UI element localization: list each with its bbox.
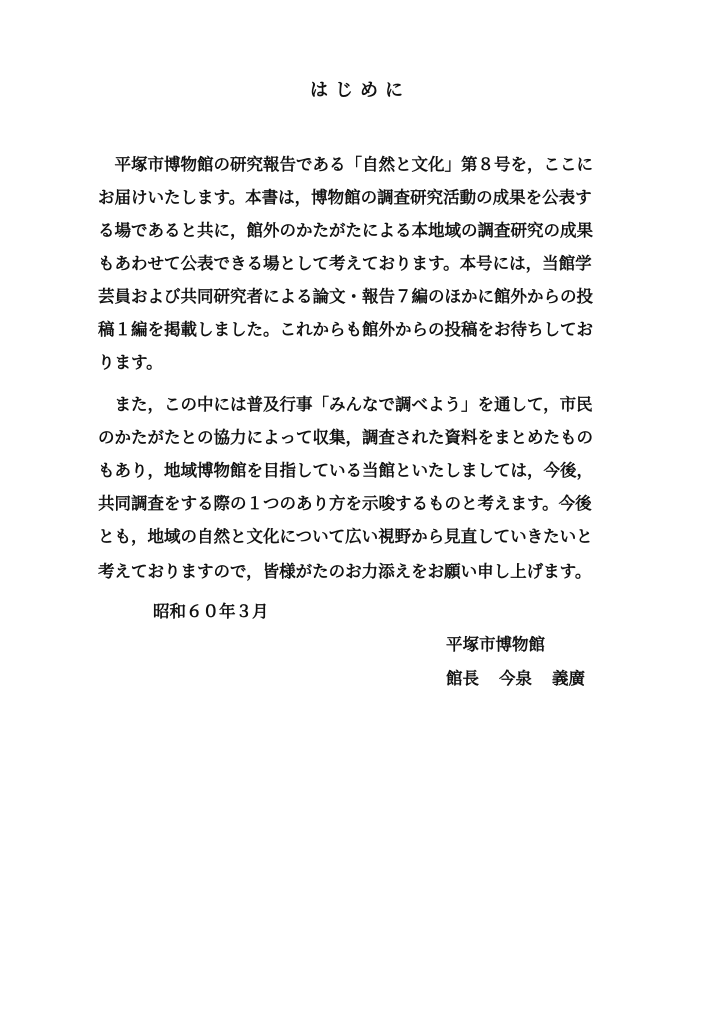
signature-family-name: 今泉 [499,669,532,688]
signature-role: 館長 [446,669,479,688]
body-line-9: のかたがたとの協力によって収集，調査された資料をまとめたもの [98,428,593,447]
signature-organization: 平塚市博物館 [446,635,545,654]
signature-name-line [446,665,605,689]
body-line-11: 共同調査をする際の１つのあり方を示唆するものと考えます。今後 [98,494,592,513]
body-line-12: とも，地域の自然と文化について広い視野から見直していきたいと [98,527,593,546]
body-line-4: もあわせて公表できる場として考えております。本号には，当館学 [98,254,592,273]
page-title: はじめに [310,80,410,101]
body-line-10: もあり，地域博物館を目指している当館といたしましては，今後， [98,461,593,480]
document-date: 昭和６０年３月 [153,602,269,621]
body-line-7: ります。 [98,353,163,372]
body-line-3: る場であると共に，館外のかたがたによる本地域の調査研究の成果 [98,221,593,240]
body-line-6: 稿１編を掲載しました。これからも館外からの投稿をお待ちしてお [98,320,593,339]
body-line-5: 芸員および共同研究者による論文・報告７編のほかに館外からの投 [98,287,593,306]
body-line-13: 考えておりますので，皆様がたのお力添えをお願い申し上げます。 [98,562,592,581]
body-line-1: 平塚市博物館の研究報告である「自然と文化」第８号を，ここに [98,155,593,174]
body-line-8: また，この中には普及行事「みんなで調べよう」を通して，市民 [98,395,593,414]
body-line-2: お届けいたします。本書は，博物館の調査研究活動の成果を公表す [98,188,592,207]
signature-given-name: 義廣 [552,669,585,688]
